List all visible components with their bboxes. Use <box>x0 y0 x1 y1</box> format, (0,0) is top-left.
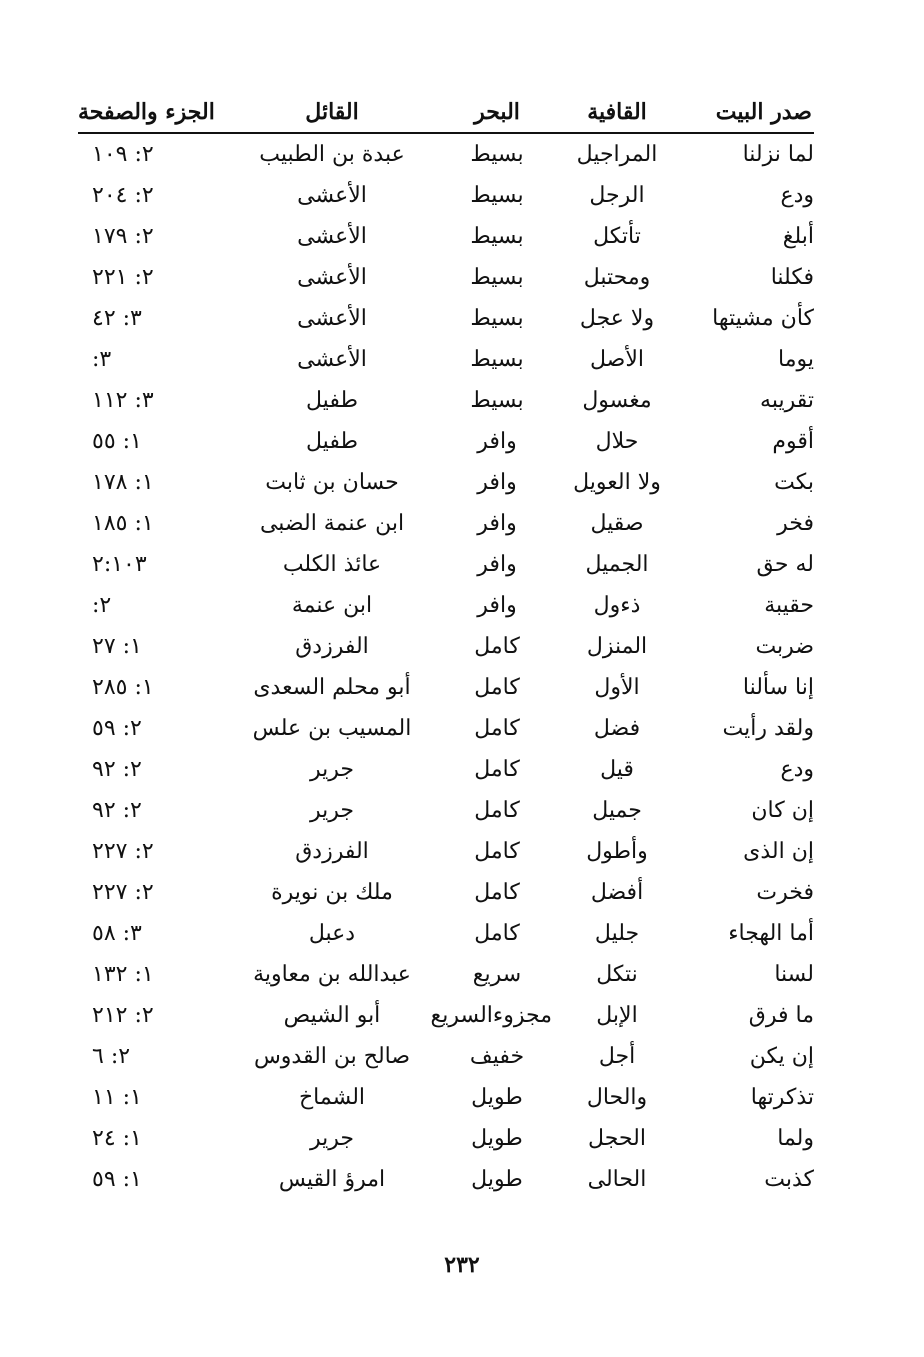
cell-poet: طفيل <box>306 388 358 413</box>
cell-poet: المسيب بن علس <box>252 716 412 741</box>
cell-poet: صالح بن القدوس <box>253 1044 411 1069</box>
cell-volume-page: ١: ١٨٥ <box>92 511 154 536</box>
cell-meter: طويل <box>471 1126 523 1151</box>
table-row <box>78 995 814 1036</box>
cell-meter: كامل <box>474 839 520 864</box>
cell-rhyme: قيل <box>600 757 634 782</box>
cell-volume-page: ١: ٢٨٥ <box>92 675 154 700</box>
cell-volume-page: ٢: ٩٢ <box>92 757 142 782</box>
cell-volume-page: ٢: ٢٢٧ <box>92 880 154 905</box>
cell-verse: كذبت <box>764 1167 814 1192</box>
cell-poet: ملك بن نويرة <box>271 880 393 905</box>
cell-rhyme: صقيل <box>590 511 644 536</box>
cell-meter: كامل <box>474 757 520 782</box>
cell-volume-page: ٢: <box>92 593 112 618</box>
header-verse: صدر البيت <box>682 92 814 133</box>
cell-verse: بكت <box>774 470 814 495</box>
cell-verse: ودع <box>780 183 814 208</box>
cell-volume-page: ٢: ٢١٢ <box>92 1003 154 1028</box>
cell-meter: بسيط <box>470 142 524 167</box>
cell-verse: إن يكن <box>749 1044 814 1069</box>
cell-volume-page: ١: ٥٩ <box>92 1167 142 1192</box>
cell-verse: كأن مشيتها <box>712 306 814 331</box>
cell-poet: جرير <box>310 1126 354 1151</box>
cell-rhyme: ولا عجل <box>579 306 655 331</box>
table-row <box>78 462 814 503</box>
cell-meter: مجزوءالسريع <box>430 1003 552 1028</box>
table-row <box>78 585 814 626</box>
cell-meter: بسيط <box>470 265 524 290</box>
cell-rhyme: أفضل <box>590 880 644 905</box>
cell-volume-page: ١: ٢٧ <box>92 634 142 659</box>
cell-poet: الأعشى <box>297 306 367 331</box>
cell-volume-page: ٣: ١١٢ <box>92 388 154 413</box>
cell-rhyme: مغسول <box>582 388 652 413</box>
cell-verse: ما فرق <box>748 1003 814 1028</box>
cell-verse: له حق <box>756 552 814 577</box>
cell-rhyme: ومحتبل <box>583 265 651 290</box>
table-row <box>78 1118 814 1159</box>
cell-verse: ولما <box>777 1126 814 1151</box>
table-row <box>78 133 814 175</box>
cell-volume-page: ٢: ٩٢ <box>92 798 142 823</box>
cell-meter: كامل <box>474 880 520 905</box>
cell-verse: ضربت <box>755 634 814 659</box>
cell-meter: كامل <box>474 798 520 823</box>
table-row <box>78 831 814 872</box>
cell-meter: كامل <box>474 634 520 659</box>
cell-poet: امرؤ القيس <box>278 1167 386 1192</box>
cell-poet: ابن عنمة الضبى <box>259 511 405 536</box>
cell-volume-page: ٢: ١٠٩ <box>92 142 154 167</box>
cell-poet: عبدة بن الطبيب <box>259 142 405 167</box>
cell-verse: يوما <box>778 347 814 372</box>
table-row <box>78 626 814 667</box>
cell-rhyme: الأصل <box>589 347 644 372</box>
cell-poet: الأعشى <box>297 183 367 208</box>
table-header-row <box>78 92 814 133</box>
table-row <box>78 749 814 790</box>
cell-poet: جرير <box>310 757 354 782</box>
cell-rhyme: الإبل <box>596 1003 638 1028</box>
header-meter: البحر <box>442 92 552 133</box>
table-body <box>78 133 814 1200</box>
cell-meter: وافر <box>477 511 517 536</box>
cell-rhyme: أجل <box>598 1044 636 1069</box>
table-row <box>78 954 814 995</box>
cell-poet: أبو محلم السعدى <box>253 675 411 700</box>
cell-verse: ودع <box>780 757 814 782</box>
cell-volume-page: ٢: ١٧٩ <box>92 224 154 249</box>
cell-verse: أقوم <box>772 429 814 454</box>
table-row <box>78 708 814 749</box>
table-row <box>78 421 814 462</box>
cell-volume-page: ١: ٢٤ <box>92 1126 142 1151</box>
cell-meter: كامل <box>474 716 520 741</box>
header-volume-page: الجزء والصفحة <box>78 92 222 133</box>
table-row <box>78 503 814 544</box>
table-row <box>78 1159 814 1200</box>
cell-rhyme: المنزل <box>586 634 648 659</box>
cell-meter: بسيط <box>470 183 524 208</box>
cell-verse: إنا سألنا <box>742 675 814 700</box>
cell-poet: طفيل <box>306 429 358 454</box>
cell-verse: فخرت <box>756 880 814 905</box>
cell-meter: سريع <box>472 962 522 987</box>
table-row <box>78 544 814 585</box>
cell-volume-page: ١: ١٧٨ <box>92 470 154 495</box>
cell-rhyme: الجميل <box>585 552 649 577</box>
cell-poet: عبدالله بن معاوية <box>253 962 411 987</box>
cell-verse: فكلنا <box>770 265 814 290</box>
header-rhyme: القافية <box>552 92 682 133</box>
cell-volume-page: ٣: ٤٢ <box>92 306 142 331</box>
table-row <box>78 1077 814 1118</box>
cell-volume-page: ١: ١٣٢ <box>92 962 154 987</box>
cell-volume-page: ٢:١٠٣ <box>92 552 147 577</box>
table-row <box>78 216 814 257</box>
cell-poet: الفرزدق <box>295 634 369 659</box>
cell-verse: إن كان <box>751 798 814 823</box>
cell-rhyme: ذءول <box>593 593 641 618</box>
cell-rhyme: الحالى <box>587 1167 647 1192</box>
cell-poet: الفرزدق <box>295 839 369 864</box>
cell-rhyme: وأطول <box>586 839 648 864</box>
cell-meter: بسيط <box>470 347 524 372</box>
cell-poet: الأعشى <box>297 224 367 249</box>
cell-volume-page: ٣: ٥٨ <box>92 921 142 946</box>
cell-poet: جرير <box>310 798 354 823</box>
cell-poet: أبو الشيص <box>283 1003 381 1028</box>
cell-rhyme: جليل <box>594 921 640 946</box>
cell-rhyme: الأول <box>594 675 640 700</box>
cell-rhyme: الحجل <box>588 1126 646 1151</box>
cell-verse: إن الذى <box>743 839 814 864</box>
verse-index-table <box>78 92 814 1200</box>
cell-rhyme: جميل <box>592 798 642 823</box>
cell-meter: وافر <box>477 593 517 618</box>
cell-volume-page: ١: ١١ <box>92 1085 142 1110</box>
cell-poet: حسان بن ثابت <box>265 470 399 495</box>
cell-verse: تذكرتها <box>750 1085 814 1110</box>
cell-meter: خفيف <box>469 1044 525 1069</box>
cell-volume-page: ٣: <box>92 347 112 372</box>
cell-poet: الأعشى <box>297 265 367 290</box>
cell-meter: وافر <box>477 552 517 577</box>
table-row <box>78 667 814 708</box>
cell-meter: وافر <box>477 429 517 454</box>
cell-poet: الشماخ <box>298 1085 366 1110</box>
cell-meter: كامل <box>474 921 520 946</box>
table-row <box>78 339 814 380</box>
cell-meter: بسيط <box>470 306 524 331</box>
cell-verse: ولقد رأيت <box>722 716 814 741</box>
cell-rhyme: فضل <box>593 716 641 741</box>
cell-volume-page: ٢: ٢٢١ <box>92 265 154 290</box>
cell-rhyme: تأتكل <box>593 224 641 249</box>
cell-volume-page: ٢: ٦ <box>92 1044 131 1069</box>
cell-poet: دعبل <box>308 921 356 946</box>
cell-rhyme: ولا العويل <box>573 470 661 495</box>
cell-meter: كامل <box>474 675 520 700</box>
cell-poet: عائذ الكلب <box>282 552 382 577</box>
cell-verse: حقيبة <box>764 593 814 618</box>
table-row <box>78 298 814 339</box>
cell-rhyme: المراجيل <box>576 142 658 167</box>
table-row <box>78 175 814 216</box>
cell-meter: وافر <box>477 470 517 495</box>
cell-verse: لما نزلنا <box>742 142 814 167</box>
cell-verse: فخر <box>777 511 814 536</box>
table-row <box>78 790 814 831</box>
cell-rhyme: والحال <box>586 1085 648 1110</box>
page-number: ٢٣٢ <box>444 1252 480 1278</box>
cell-meter: بسيط <box>470 224 524 249</box>
cell-poet: الأعشى <box>297 347 367 372</box>
cell-rhyme: نتكل <box>596 962 638 987</box>
cell-volume-page: ٢: ٥٩ <box>92 716 142 741</box>
cell-volume-page: ٢: ٢٢٧ <box>92 839 154 864</box>
cell-verse: لسنا <box>774 962 814 987</box>
table-row <box>78 257 814 298</box>
cell-rhyme: الرجل <box>589 183 645 208</box>
cell-rhyme: حلال <box>595 429 639 454</box>
cell-verse: أبلغ <box>782 224 814 249</box>
table-row <box>78 1036 814 1077</box>
cell-poet: ابن عنمة <box>291 593 373 618</box>
cell-volume-page: ١: ٥٥ <box>92 429 142 454</box>
header-poet: القائل <box>222 92 442 133</box>
table-row <box>78 913 814 954</box>
cell-volume-page: ٢: ٢٠٤ <box>92 183 154 208</box>
cell-verse: أما الهجاء <box>728 921 814 946</box>
table-row <box>78 872 814 913</box>
cell-verse: تقريبه <box>760 388 814 413</box>
cell-meter: بسيط <box>470 388 524 413</box>
table-row <box>78 380 814 421</box>
cell-meter: طويل <box>471 1167 523 1192</box>
cell-meter: طويل <box>471 1085 523 1110</box>
